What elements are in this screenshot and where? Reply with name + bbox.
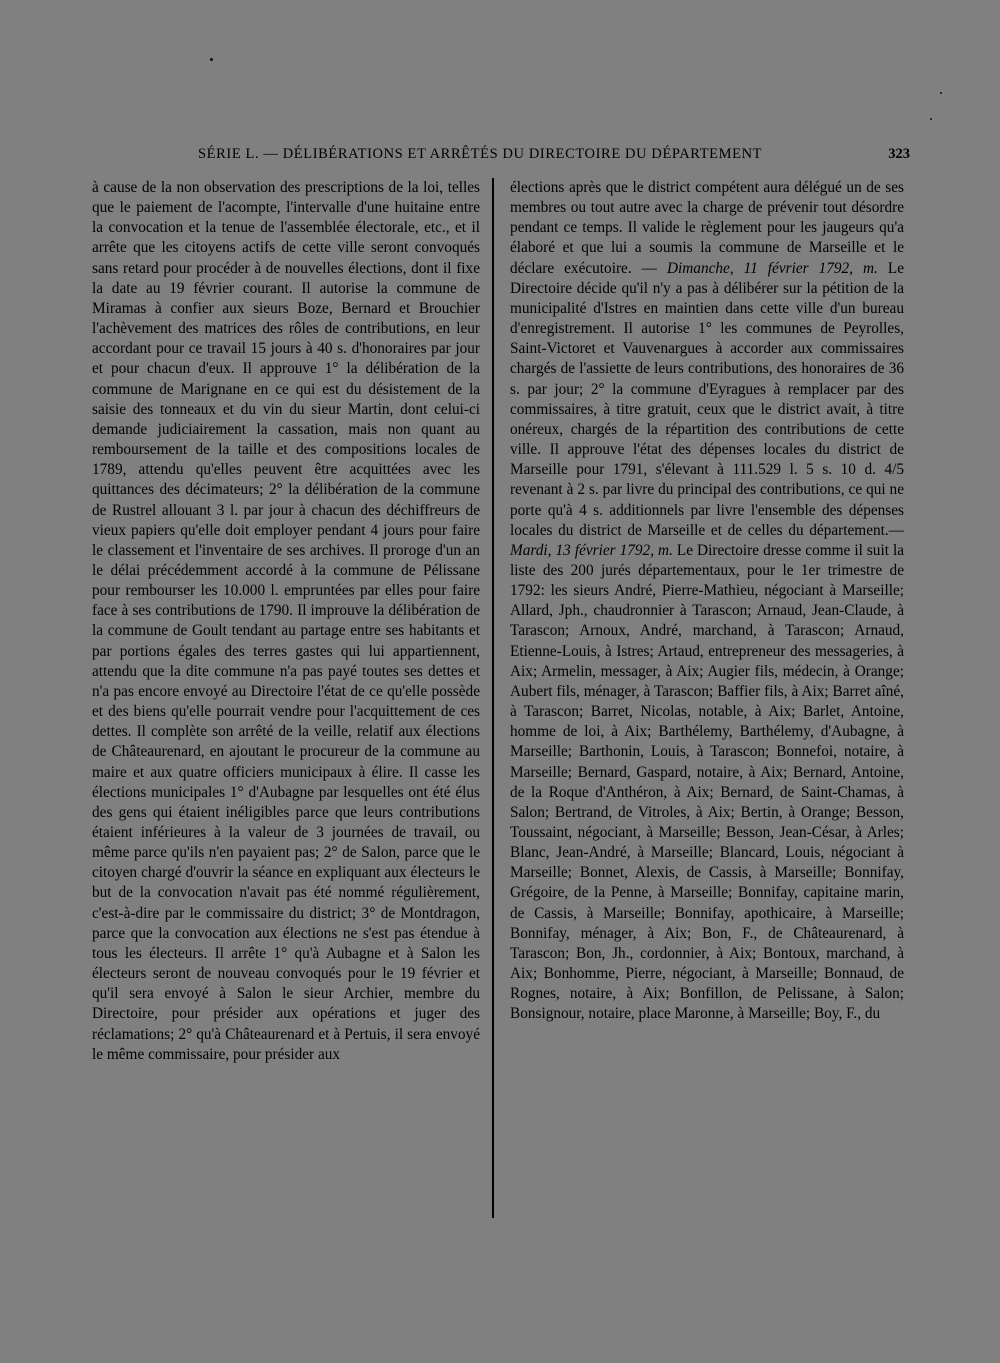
- right-text-part1: élections après que le district compétent aura délégué un de ses membres ou tout autre avec la charge de prévenir tout désordre pendant ce temps. Il valide le règlement pour les jaugeurs qu'a élaboré et que lui a soumis la commune de Marseille et le déclare exécutoire. —: [510, 179, 904, 277]
- right-text-part2: Le Directoire décide qu'il n'y a pas à délibérer sur la pétition de la municipalité d'Istres en maintien dans cette ville d'un bureau d'enregistrement. Il autorise 1° les communes de Peyrolles, Saint-Victoret et Vauvenargues à accorder aux commissaires chargés de l'assiette de leurs contributions, des honoraires de 36 s. par jour; 2° la commune d'Eyragues à remplacer par des commissaires, à titre gratuit, ceux que le district avait, à titre onéreux, chargés de la répartition des contributions de cette ville. Il approuve l'état des dépenses locales du district de Marseille pour 1791, s'élevant à 111.529 l. 5 s. 10 d. 4/5 revenant à 2 s. par livre du principal des contributions, ce qui ne porte qu'à 4 s. additionnels par livre l'ensemble des dépenses locales du district de Marseille et de celles du département.—: [510, 259, 904, 539]
- right-column-text: [510, 178, 904, 1025]
- date-heading-mardi: Mardi, 13 février 1792, m.: [510, 541, 673, 559]
- right-text-part3: Le Directoire dresse comme il suit la liste des 200 jurés départementaux, pour le 1er trimestre de 1792: les sieurs André, Pierre-Mathieu, négociant à Marseille; Allard, Jph., chaudronnier à Tarascon; Arnaud, Jean-Claude, à Tarascon; Arnoux, André, marchand, à Tarascon; Arnaud, Etienne-Louis, à Istres; Artaud, entrepreneur des messageries, à Aix; Armelin, messager, à Aix; Augier fils, médecin, à Orange; Aubert fils, ménager, à Tarascon; Baffier fils, à Aix; Barret aîné, à Tarascon; Barret, Nicolas, notable, à Aix; Barlet, Antoine, homme de loi, à Aix; Barthélemy, Barthélemy, d'Aubagne, à Marseille; Barthonin, Louis, à Tarascon; Bonnefoi, notaire, à Marseille; Bernard, Gaspard, notaire, à Aix; Bernard, Antoine, de la Roque d'Anthéron, à Aix; Bernard, de Saint-Chamas, à Salon; Bertrand, de Vitroles, à Aix; Bertin, à Orange; Besson, Toussaint, négociant, à Marseille; Besson, Jean-César, à Arles; Blanc, Jean-André, à Marseille; Blancard, Louis, négociant à Marseille; Bonnet, Alexis, de Cassis, à Marseille; Bonnifay, Grégoire, de la Penne, à Marseille; Bonnifay, capitaine marin, de Cassis, à Marseille; Bonnifay, apothicaire, à Marseille; Bonnifay, ménager, à Aix; Bon, F., de Châteaurenard, à Tarascon; Bon, Jh., cordonnier, à Aix; Bontoux, marchand, à Aix; Bonhomme, Pierre, négociant, à Marseille; Bonnaud, de Rognes, notaire, à Aix; Bonfillon, de Pelissane, à Salon; Bonsignour, notaire, place Maronne, à Marseille; Boy, F., du: [510, 541, 904, 1023]
- left-column-text: à cause de la non observation des prescriptions de la loi, telles que le paiement de l'acompte, l'intervalle d'une huitaine entre la convocation et la tenue de l'assemblée électorale, etc., et il arrête que les citoyens actifs de cette ville seront convoqués sans retard pour procéder à de nouvelles élections, dont il fixe la date au 19 février courant. Il autorise la commune de Miramas à confier aux sieurs Boze, Bernard et Brouchier l'achèvement des matrices des rôles de contributions, en leur accordant pour ce travail 15 jours à 40 s. d'honoraires par jour et pour chacun d'eux. Il approuve 1° la délibération de la commune de Marignane en ce qui est du désistement de la saisie des tonneaux et du vin du sieur Martin, dont celui-ci demande judiciairement la cassation, mais non quant au remboursement de la taille et des compositions locales de 1789, attendu qu'elles peuvent être acquittées avec les quittances des décimateurs; 2° la délibération de la commune de Rustrel allouant 3 l. par jour à chacun des déchiffreurs de vieux papiers qu'elle doit employer pendant 4 jours pour faire le classement et l'inventaire de ses archives. Il proroge d'un an le délai précédemment accordé à la commune de Pélissane pour rembourser les 10.000 l. empruntées par elles pour faire face à ses contributions de 1790. Il improuve la délibération de la commune de Goult tendant au partage entre ses habitants et par portions égales des terres gastes qui lui appartiennent, attendu que la dite commune n'a pas payé toutes ses dettes et n'a pas encore envoyé au Directoire l'état de ce qu'elle possède et des biens qu'elle pourrait vendre pour l'acquittement de ces dettes. Il complète son arrêté de la veille, relatif aux élections de Châteaurenard, en ajoutant le procureur de la commune au maire et aux quatre officiers municipaux à élire. Il casse les élections municipales 1° d'Aubagne par lesquelles ont été élus des gens qui étaient inéligibles parce que leurs contributions étaient inférieures à la valeur de 3 journées de travail, ou même parce qu'ils n'en payaient pas; 2° de Salon, parce que le citoyen chargé d'ouvrir la séance en expliquant aux électeurs le but de la convocation n'avait pas été nommé régulièrement, c'est-à-dire par le commissaire du district; 3° de Montdragon, parce que la convocation aux élections ne s'est pas étendue à tous les électeurs. Il arrête 1° qu'à Aubagne et à Salon les électeurs seront de nouveau convoqués pour le 19 février et qu'il sera envoyé à Salon le sieur Archier, membre du Directoire, pour présider aux opérations et juger des réclamations; 2° qu'à Châteaurenard et à Pertuis, il sera envoyé le même commissaire, pour présider aux: [92, 179, 480, 1063]
- page-number: 323: [888, 146, 910, 162]
- column-divider: [492, 178, 494, 1218]
- running-title: SÉRIE L. — DÉLIBÉRATIONS ET ARRÊTÉS DU DIRECTOIRE DU DÉPARTEMENT: [198, 146, 763, 162]
- scan-speck: [930, 118, 932, 120]
- right-column: [510, 178, 904, 1025]
- date-heading-dimanche: Dimanche, 11 février 1792, m.: [666, 259, 878, 277]
- running-header: [198, 146, 910, 166]
- scan-speck: [940, 92, 942, 94]
- scan-speck: [210, 58, 213, 61]
- left-column: [92, 178, 480, 1065]
